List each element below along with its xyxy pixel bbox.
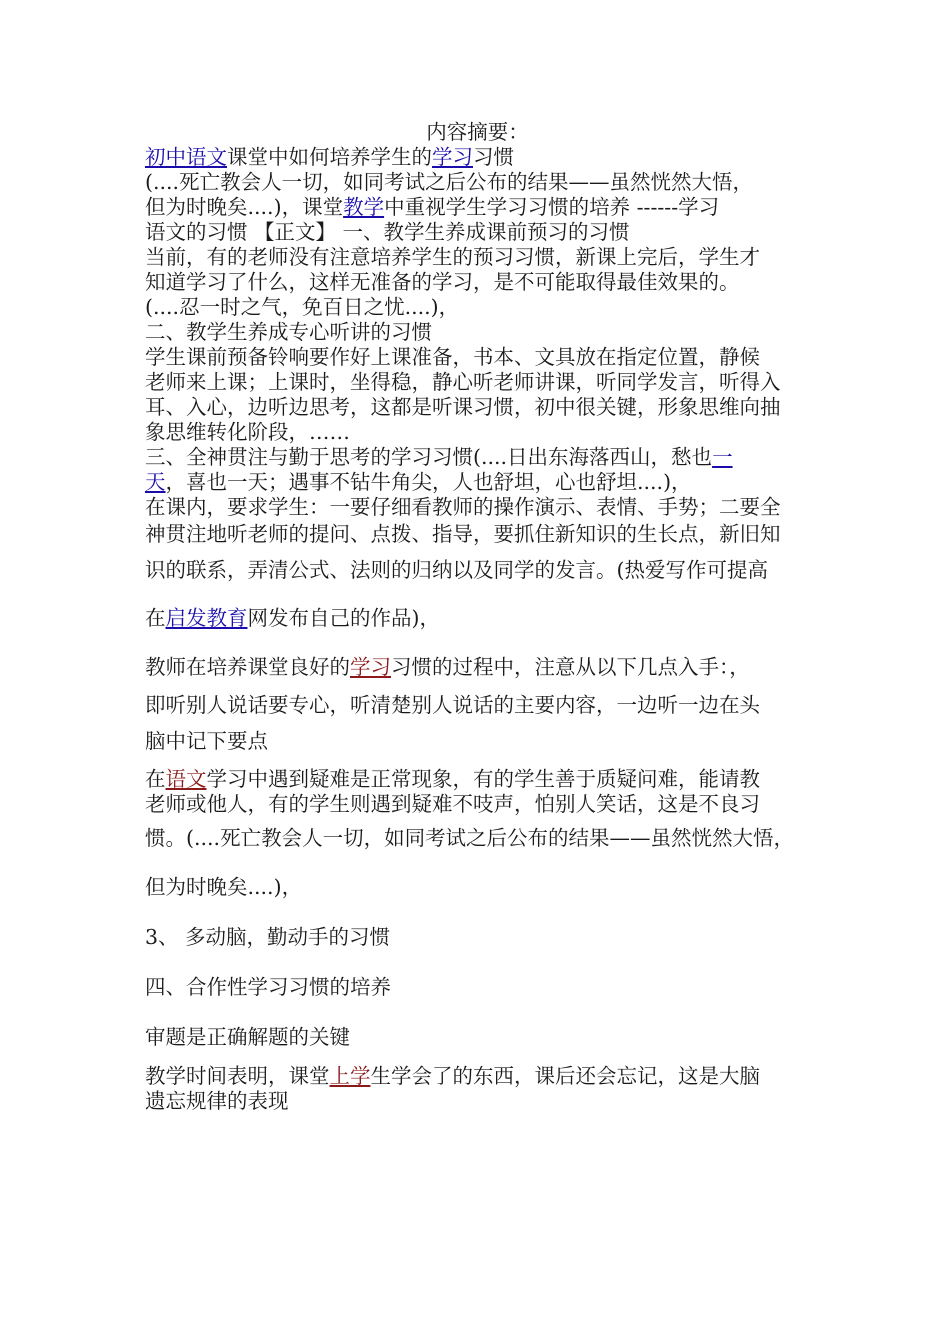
doc-line-6: 知道学习了什么，这样无准备的学习，是不可能取得最佳效果的。	[145, 270, 740, 294]
doc-line-11: 耳、入心，边听边思考，这都是听课习惯，初中很关键，形象思维向抽	[145, 395, 781, 419]
doc-line-21: 脑中记下要点	[145, 729, 268, 753]
doc-line-27: 四、合作性学习习惯的培养	[145, 975, 391, 999]
doc-line-30: 遗忘规律的表现	[145, 1089, 289, 1113]
link-jiaoxue[interactable]: 教学	[343, 195, 385, 219]
doc-line-25: 但为时晚矣....)，	[145, 875, 303, 899]
doc-line-22: 在语文学习中遇到疑难是正常现象，有的学生善于质疑问难，能请教	[145, 767, 760, 791]
doc-line-15: 在课内，要求学生：一要仔细看教师的操作演示、表情、手势；二要全	[145, 495, 781, 519]
link-yuwen-red[interactable]: 语文	[165, 767, 207, 791]
doc-line-24: 惯。(....死亡教会人一切，如同考试之后公布的结果——虽然恍然大悟，	[145, 826, 795, 850]
doc-line-5: 当前，有的老师没有注意培养学生的预习习惯，新课上完后，学生才	[145, 245, 760, 269]
doc-line-20: 即听别人说话要专心，听清楚别人说话的主要内容，一边听一边在头	[145, 693, 760, 717]
doc-line-14: 天，喜也一天；遇事不钻牛角尖，人也舒坦，心也舒坦....)，	[145, 470, 692, 494]
doc-line-4: 语文的习惯 【正文】 一、教学生养成课前预习的习惯	[145, 220, 630, 244]
link-xuexi[interactable]: 学习	[432, 145, 473, 169]
doc-line-10: 老师来上课；上课时，坐得稳，静心听老师讲课，听同学发言，听得入	[145, 370, 781, 394]
abstract-title: 内容摘要：	[426, 120, 529, 144]
link-yi[interactable]: 一	[712, 445, 733, 469]
doc-line-9: 学生课前预备铃响要作好上课准备，书本、文具放在指定位置，静候	[145, 345, 760, 369]
doc-line-19: 教师在培养课堂良好的学习习惯的过程中，注意从以下几点入手：，	[145, 655, 750, 679]
doc-line-7: (....忍一时之气，免百日之忧....)，	[145, 295, 460, 319]
doc-line-13: 三、全神贯注与勤于思考的学习习惯(....日出东海落西山，愁也一	[145, 445, 733, 469]
link-shangxue-red[interactable]: 上学	[329, 1064, 371, 1088]
link-xuexi-red[interactable]: 学习	[350, 655, 391, 679]
doc-line-1: 初中语文课堂中如何培养学生的学习习惯	[145, 145, 514, 169]
link-tian[interactable]: 天	[145, 470, 166, 494]
doc-line-2: (....死亡教会人一切，如同考试之后公布的结果——虽然恍然大悟，	[145, 170, 754, 194]
doc-line-17: 识的联系，弄清公式、法则的归纳以及同学的发言。(热爱写作可提高	[145, 558, 768, 582]
doc-line-28: 审题是正确解题的关键	[145, 1025, 350, 1049]
doc-line-23: 老师或他人，有的学生则遇到疑难不吱声，怕别人笑话，这是不良习	[145, 792, 760, 816]
doc-line-16: 神贯注地听老师的提问、点拨、指导，要抓住新知识的生长点，新旧知	[145, 522, 781, 546]
document-body	[145, 120, 810, 1114]
doc-line-8: 二、教学生养成专心听讲的习惯	[145, 320, 432, 344]
link-qifa-jiaoyu[interactable]: 启发教育	[165, 606, 248, 630]
doc-line-18: 在启发教育网发布自己的作品)，	[145, 606, 440, 630]
doc-line-12: 象思维转化阶段，……	[145, 420, 350, 444]
link-chuzhong-yuwen[interactable]: 初中语文	[145, 145, 227, 169]
doc-line-3: 但为时晚矣....)，课堂教学中重视学生学习习惯的培养 ------学习	[145, 195, 720, 219]
doc-line-29: 教学时间表明，课堂上学生学会了的东西，课后还会忘记，这是大脑	[145, 1064, 760, 1088]
doc-line-26: 3、 多动脑，勤动手的习惯	[145, 925, 391, 949]
